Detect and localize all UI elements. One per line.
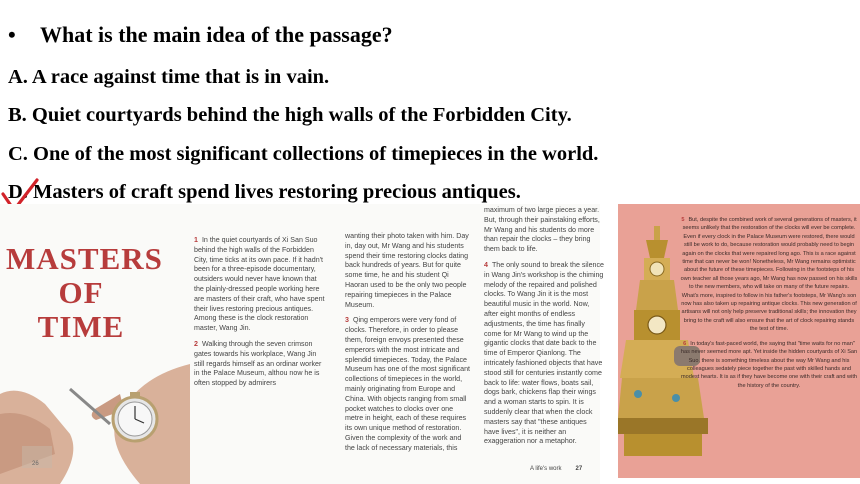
article-column-2 [345,232,471,460]
title-line-2: OF [58,275,104,310]
magazine-title [6,241,163,344]
option-d[interactable]: D. Masters of craft spend lives restoring precious antiques. [8,181,521,203]
paragraph-1 [194,236,328,334]
page-number-left: 26 [32,461,39,467]
left-page [0,204,604,484]
title-line-3: TIME [37,309,125,344]
paragraph-number: 6 [683,340,687,347]
paragraph-number: 4 [484,260,488,269]
page-number-right: 27 [575,466,583,472]
question-line [8,22,393,48]
option-c[interactable]: C. One of the most significant collections of timepieces in the world. [8,143,599,165]
paragraph-4 [484,261,604,447]
option-b[interactable]: B. Quiet courtyards behind the high walls of the Forbidden City. [8,104,572,126]
option-a[interactable]: A. A race against time that is in vain. [8,66,330,88]
paragraph-6 [680,340,858,390]
paragraph-text: In the quiet courtyards of Xi San Suo behind the high walls of the Forbidden City, time ticks at its own pace. If it hadn't been for a three-episode documentary, outsiders would never have known that the plainly-dressed people working here are masters of their craft, who have spent their lives restoring precious antiques. Among these is the clock restoration master, Wang Jin. [194,236,325,333]
page-footer-right [530,466,582,472]
bullet: • [8,22,16,47]
hands-with-watch-image [0,354,190,484]
paragraph-number: 5 [681,217,685,223]
paragraph-3 [345,316,471,453]
title-line-1: MASTERS [6,241,163,276]
question-text: What is the main idea of the passage? [40,22,393,47]
paragraph-number: 3 [345,316,349,325]
paragraph-text: In today's fast-paced world, the saying that "time waits for no man" has never seemed more apt. Yet inside the hidden courtyards of Xi San Suo, there is something timeless about the way Mr Wang and his colleagues sedately piece together the past with skilled hands and modest hearts. It is as if they have become one with their craft and with the history of the country. [680,340,858,389]
paragraph-continued [484,206,604,255]
paragraph-5 [680,216,858,334]
section-name: A life's work [530,466,562,472]
paragraph-text: maximum of two large pieces a year. But, through their painstaking efforts, Mr Wang and his students do more than repair the clocks – they bring them back to life. [484,206,600,254]
paragraph-continued [345,232,471,310]
article-column-3 [484,206,604,453]
magazine-spread [0,204,860,484]
paragraph-text: But, despite the combined work of several generations of masters, it seems unlikely that the restoration of the clocks will ever be complete. Even if every clock in the Palace Museum were restored, there would still be work to do, because restoration would probably need to begin again on the clocks that were repaired long ago. This is a race against time that can never be won! Nonetheless, Mr Wang remains optimistic about the future of these timepieces. Following in the footsteps of his own teacher all those years ago, Mr Wang has now passed on his skills to the new members, who will take on many of the future repairs. What's more, inspired to follow in his father's footsteps, Mr Wang's son now has also taken up repairing antique clocks. This new generation of artisans will not only help preserve traditional skills; the innovation they bring to the craft will also ensure that the art of clock repairing stands the test of time. [680,217,858,333]
paragraph-text: Qing emperors were very fond of clocks. Therefore, in order to please them, foreign envoys presented these emperors with the most intricate and splendid timepieces. Today, the Palace Museum has one of the most significant collections of timepieces in the world, mainly originating from Europe and China. With objects ranging from small pocket watches to clocks over one metre in height, each of these requires its own unique method of restoration. Given the complexity of the work and the lack of necessary materials, this [345,316,470,452]
paragraph-2 [194,340,328,389]
article-column-1 [194,236,328,395]
paragraph-text: Walking through the seven crimson gates towards his workplace, Wang Jin still regards himself as an ordinar worker in the Palace Museum, althou now he is often stopped by admirers [194,339,322,388]
paragraph-text: wanting their photo taken with him. Day in, day out, Mr Wang and his students spend their time restoring clocks dating back hundreds of years. But for quite some time, he and his student Qi Haoran used to be the only two people repairing timepieces in the Palace Museum. [345,232,469,309]
paragraph-number: 1 [194,236,198,244]
paragraph-text: The only sound to break the silence in Wang Jin's workshop is the chiming melody of the repaired and polished clocks. To Wang Jin it is the most beautiful music in the world. Now, after eight months of endless adjustments, the time has finally come for Mr Wang to wind up the gigantic clocks that date back to the time of Emperor Qianlong. The intricately fashioned objects that have stood still for centuries instantly come back to life: water flows, boats sail, dogs bark, chickens flap their wings and a woman starts to spin. It is suddenly clear that when the clock masters say that "these antiques have lives", it is neither an exaggeration nor a metaphor. [484,260,604,446]
paragraph-number: 2 [194,339,198,348]
article-column-4 [680,216,858,396]
